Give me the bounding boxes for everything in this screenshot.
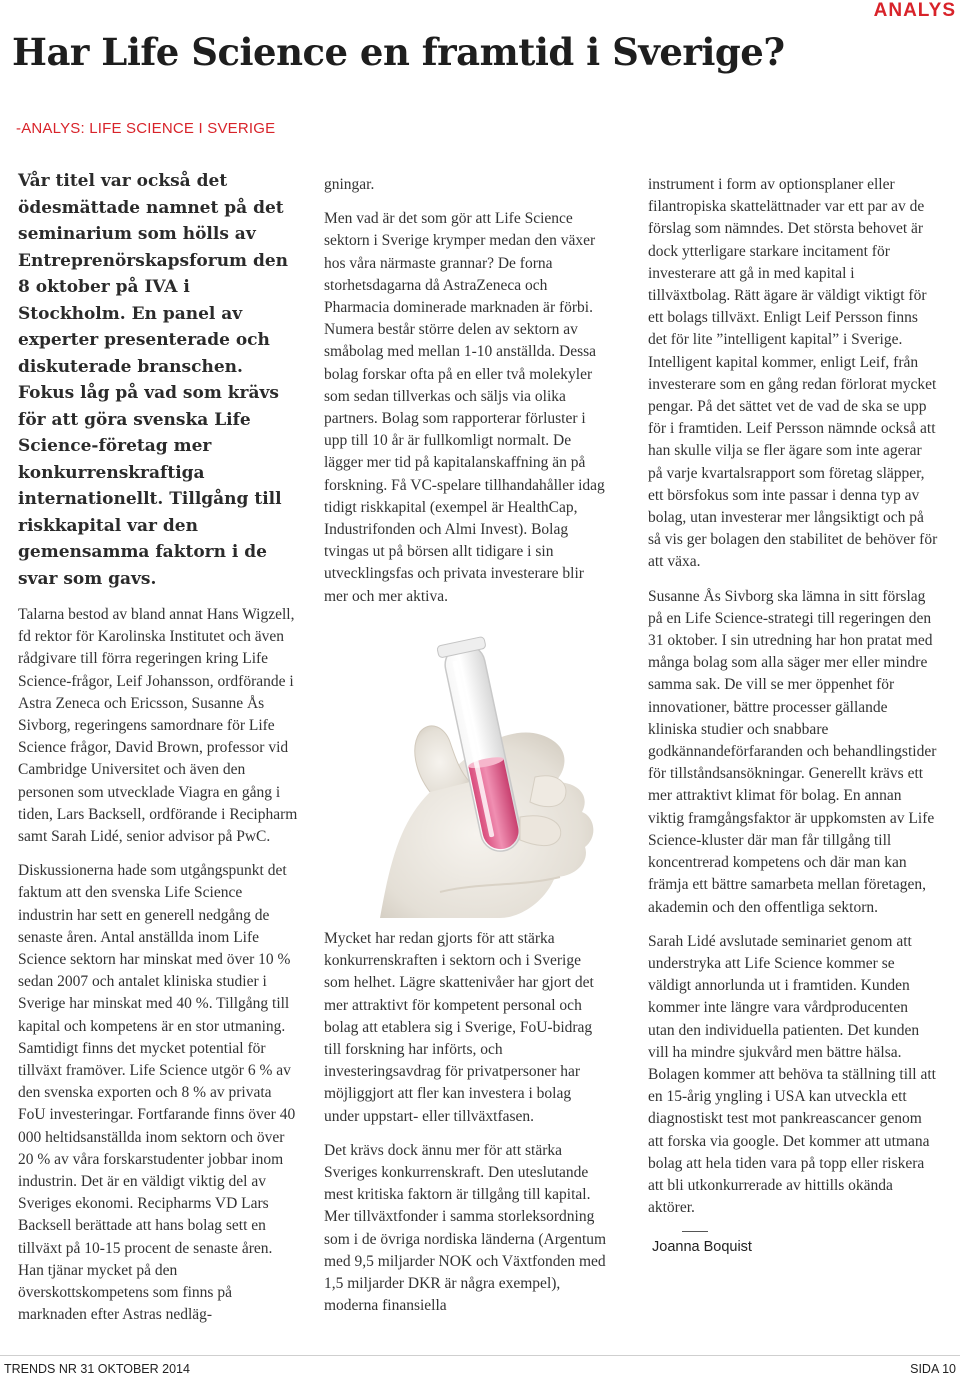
column-3 xyxy=(648,174,938,1259)
gloved-hand-test-tube-icon xyxy=(320,632,618,918)
body-paragraph: Susanne Ås Sivborg ska lämna in sitt förslag på en Life Science-strategi till regeringen den 31 oktober. I sin utredning har hon pratat med många bolag som alla säger mer eller mindre samma sak. De vill se mer öppenhet för innovationer, bättre processer gällande kliniska studier och snabbare godkännandeförfaranden och behandlingstider för tillståndsansökningar. Generellt krävs ett mer attraktivt klimat för bolag. En annan viktig framgångsfaktor är uppkomsten av Life Science-kluster där man får tillgång till koncentrerad kompetens och där man kan främja ett bättre samarbeta mellan företagen, akademin och den offentliga sektorn. xyxy=(648,587,937,916)
page-title: Har Life Science en framtid i Sverige? xyxy=(12,30,785,74)
body-paragraph: Det krävs dock ännu mer för att stärka Sveriges konkurrenskraft. Den uteslutande mest kritiska faktorn är tillgång till kapital. Mer tillväxtfonder i samma storleksordning som i de övriga nordiska länderna (Argentum med 9,5 miljarder NOK och Växtfonden med 1,5 miljarder DKR är några exempel), moderna finansiella xyxy=(324,1141,607,1315)
footer-issue: TRENDS NR 31 OKTOBER 2014 xyxy=(4,1362,190,1376)
footer-page-number: SIDA 10 xyxy=(910,1362,956,1376)
body-paragraph: Men vad är det som gör att Life Science sektorn i Sverige krymper medan den växer hos våra närmaste grannar? De forna storhetsdagarna då AstraZeneca och Pharmacia dominerade marknaden är förbi. Numera består större delen av sektorn av småbolag med mellan 1-10 anställda. Dessa bolag forskar ofta på en eller två molekyler som sedan tillverkas och säljs via olika partners. Bolag som rapporterar förluster i upp till 10 år är fullkomligt normalt. De lägger mer tid på kapitalanskaffning än på forskning. Få VC-spelare tillhandahåller idag tidigt riskkapital (exempel är HealthCap, Industrifonden och Almi Invest). Bolag tvingas ut på börsen allt tidigare i sin utvecklingsfas och privata investerare blir mer och mer aktiva. xyxy=(324,210,605,605)
column-2-lower xyxy=(324,928,610,1329)
column-2-upper xyxy=(324,174,610,620)
section-tag: ANALYS xyxy=(873,0,956,21)
page-footer xyxy=(0,1355,960,1378)
test-tube-photo xyxy=(320,632,618,918)
column-1 xyxy=(18,168,300,1339)
body-paragraph: Talarna bestod av bland annat Hans Wigzell, fd rektor för Karolinska Institutet och även rådgivare till förra regeringen kring Life Science-frågor, Leif Johansson, ordförande i Astra Zeneca och Ericsson, Susanne Ås Sivborg, regeringens samordnare för Life Science frågor, David Brown, professor vid Cambridge Universitet och även den personen som utvecklade Viagra en gång i tiden, Lars Backsell, ordförande i Recipharm samt Sarah Lidé, senior advisor på PwC. xyxy=(18,606,298,846)
body-paragraph: Sarah Lidé avslutade seminariet genom att understryka att Life Science kommer se väldigt annorlunda ut i framtiden. Kunden kommer inte längre vara vårdproducenten utan den individuella patienten. Det kunden vill ha mindre sjukvård men bättre hälsa. Bolagen kommer att behöva ta ställning till att en 15-årig yngling i USA kan utveckla ett diagnostiskt test mot pankreascancer genom att forska via google. Det kommer att utmana bolag att hela tiden vara på topp eller riskera att bli utkonkurrerade av hittills okända aktörer. xyxy=(648,932,936,1217)
body-paragraph: gningar. xyxy=(324,176,375,193)
kicker: -ANALYS: LIFE SCIENCE I SVERIGE xyxy=(16,120,276,137)
lead-paragraph: Vår titel var också det ödesmättade namnet på det seminarium som hölls av Entreprenörskapsforum den 8 oktober på IVA i Stockholm. En panel av experter presenterade och diskuterade branschen. Fokus låg på vad som krävs för att göra svenska Life Science-företag mer konkurrenskraftiga internationellt. Tillgång till riskkapital var den gemensamma faktorn i de svar som gavs. xyxy=(18,171,289,589)
body-paragraph: Diskussionerna hade som utgångspunkt det faktum att den svenska Life Science industrin har sett en generell nedgång de senaste åren. Antal anställda inom Life Science sektorn har minskat med över 10 % sedan 2007 och antalet kliniska studier i Sverige har minskat med 40 %. Tillgång till kapital och kompetens är en stor utmaning. Samtidigt finns det mycket potential för tillväxt framöver. Life Science utgör 6 % av den svenska exporten och 8 % av privata FoU investeringar. Fortfarande finns över 40 000 heltidsanställda inom sektorn och över 20 % av våra forskarstudenter jobbar inom industrin. Det är en väldigt viktig del av Sveriges ekonomi. Recipharms VD Lars Backsell berättade att hans bolag sett en tillväxt på 10-15 procent de senaste åren. Han tjänar mycket på den överskottskompetens som finns på marknaden efter Astras nedläg- xyxy=(18,862,296,1324)
author-name: Joanna Boquist xyxy=(652,1239,752,1256)
signature-divider xyxy=(682,1231,708,1232)
body-paragraph: Mycket har redan gjorts för att stärka konkurrenskraften i sektorn och i Sverige som helhet. Lägre skattenivåer har gjort det mer attraktivt för kompetent personal och bolag att etablera sig i Sverige, FoU-bidrag till forskning har införts, och investeringsavdrag för privatpersoner har möjliggjort att fler kan investera i bolag under uppstart- eller tillväxtfasen. xyxy=(324,930,594,1125)
body-paragraph: instrument i form av optionsplaner eller filantropiska skattelättnader var ett par av de förslag som nämndes. Det största behovet är dock ytterligare starkare incitament för investerare att gå in med kapital i tillväxtbolag. Rätt ägare är väldigt viktigt för ett bolags tillväxt. Enligt Leif Persson finns det för lite ”intelligent kapital” i Sverige. Intelligent kapital kommer, enligt Leif, från investerare som en gång redan förlorat mycket pengar. På det sättet vet de vad de ska se upp för i framtiden. Leif Persson nämnde också att han skulle vilja se fler ägare som inte agerar på varje kvartalsrapport som företag släpper, ett börsfokus som inte passar i denna typ av bolag, utan investerar mer långsiktigt och på så vis ger bolagen den stabilitet de behöver för att växa. xyxy=(648,176,938,571)
